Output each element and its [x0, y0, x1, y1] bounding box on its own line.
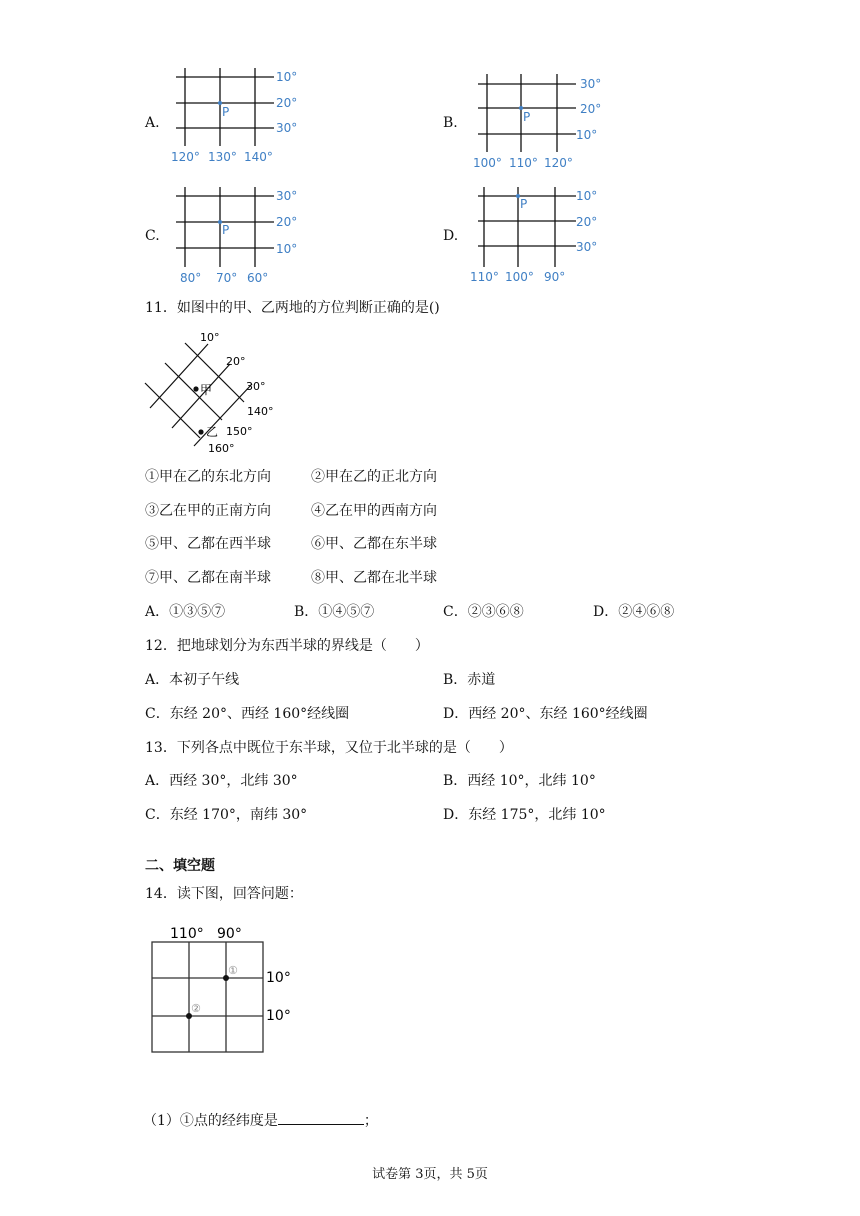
option-b-grid-figure — [470, 70, 610, 174]
q12-option-d[interactable]: D．西经 20°、东经 160°经线圈 — [443, 706, 648, 722]
lon-label: 140° — [247, 405, 274, 418]
lon-label: 80° — [180, 271, 202, 285]
option-a-letter: A. — [145, 115, 160, 131]
lon-label: 110° — [470, 270, 499, 284]
lon-label: 90° — [544, 270, 566, 284]
lon-label: 120° — [171, 150, 200, 164]
statement-4: ④乙在甲的西南方向 — [311, 503, 437, 519]
lat-label: 20° — [580, 102, 602, 116]
q14-sub1-prefix: （1）①点的经纬度是 — [143, 1113, 278, 1129]
statement-5: ⑤甲、乙都在西半球 — [145, 536, 271, 552]
lat-label: 20° — [226, 355, 246, 368]
option-d-letter: D. — [443, 228, 459, 244]
q13-stem: 13．下列各点中既位于东半球，又位于北半球的是（ ） — [145, 740, 513, 756]
lat-label: 20° — [576, 215, 598, 229]
point-p-label: P — [520, 197, 528, 211]
point-jia-label: 甲 — [200, 383, 213, 397]
q14-grid-figure — [148, 920, 308, 1060]
lon-label: 110° — [170, 926, 204, 942]
point-p-label: P — [222, 105, 230, 119]
statement-6: ⑥甲、乙都在东半球 — [311, 536, 437, 552]
lon-label: 160° — [208, 442, 235, 455]
lat-label: 30° — [276, 189, 298, 203]
q11-option-c[interactable]: C．②③⑥⑧ — [443, 604, 524, 620]
q14-sub1 — [143, 1111, 378, 1130]
point-p-label: P — [222, 223, 230, 237]
lon-label: 130° — [208, 150, 237, 164]
lat-label: 30° — [276, 121, 298, 135]
option-c-grid-figure — [168, 183, 308, 287]
q14-sub1-suffix: ； — [363, 1113, 378, 1129]
lon-label: 120° — [544, 156, 573, 170]
q12-option-c[interactable]: C．东经 20°、西经 160°经线圈 — [145, 706, 350, 722]
lat-label: 30° — [576, 240, 598, 254]
lat-label: 30° — [580, 77, 602, 91]
q12-option-b[interactable]: B．赤道 — [443, 672, 496, 688]
q12-option-a[interactable]: A．本初子午线 — [145, 672, 240, 688]
option-d-grid-figure — [470, 183, 610, 287]
statement-1: ①甲在乙的东北方向 — [145, 469, 271, 485]
q13-option-c[interactable]: C．东经 170°，南纬 30° — [145, 807, 308, 823]
q11-option-b[interactable]: B．①④⑤⑦ — [294, 604, 375, 620]
lon-label: 150° — [226, 425, 253, 438]
lat-label: 10° — [276, 242, 298, 256]
lat-label: 10° — [266, 970, 291, 986]
q12-stem: 12．把地球划分为东西半球的界线是（ ） — [145, 638, 429, 654]
lat-label: 10° — [576, 128, 598, 142]
lon-label: 60° — [247, 271, 269, 285]
lat-label: 10° — [276, 70, 298, 84]
answer-blank[interactable] — [278, 1111, 364, 1125]
point-p-label: P — [523, 110, 531, 124]
q11-option-a[interactable]: A．①③⑤⑦ — [145, 604, 226, 620]
lon-label: 100° — [473, 156, 502, 170]
lat-label: 30° — [246, 380, 266, 393]
q11-stem: 11．如图中的甲、乙两地的方位判断正确的是() — [145, 300, 440, 316]
lat-label: 10° — [200, 331, 220, 344]
lat-label: 20° — [276, 215, 298, 229]
section-title: 二、填空题 — [145, 858, 215, 874]
statement-2: ②甲在乙的正北方向 — [311, 469, 437, 485]
lon-label: 90° — [217, 926, 242, 942]
q13-option-b[interactable]: B．西经 10°，北纬 10° — [443, 773, 596, 789]
lon-label: 140° — [244, 150, 273, 164]
q11-diamond-grid-figure — [140, 328, 290, 458]
point-2-label: ② — [191, 1002, 201, 1015]
lat-label: 10° — [266, 1008, 291, 1024]
lat-label: 10° — [576, 189, 598, 203]
statement-8: ⑧甲、乙都在北半球 — [311, 570, 437, 586]
lon-label: 70° — [216, 271, 238, 285]
option-a-grid-figure — [168, 62, 308, 168]
lat-label: 20° — [276, 96, 298, 110]
option-c-letter: C. — [145, 228, 160, 244]
lon-label: 100° — [505, 270, 534, 284]
point-yi-label: 乙 — [206, 425, 219, 439]
lon-label: 110° — [509, 156, 538, 170]
point-1-label: ① — [228, 964, 238, 977]
q13-option-a[interactable]: A．西经 30°，北纬 30° — [145, 773, 298, 789]
statement-7: ⑦甲、乙都在南半球 — [145, 570, 271, 586]
statement-3: ③乙在甲的正南方向 — [145, 503, 271, 519]
q14-stem: 14．读下图，回答问题： — [145, 886, 303, 902]
q13-option-d[interactable]: D．东经 175°，北纬 10° — [443, 807, 606, 823]
q11-option-d[interactable]: D．②④⑥⑧ — [593, 604, 675, 620]
option-b-letter: B. — [443, 115, 458, 131]
page-footer: 试卷第 3页，共 5页 — [372, 1167, 488, 1182]
